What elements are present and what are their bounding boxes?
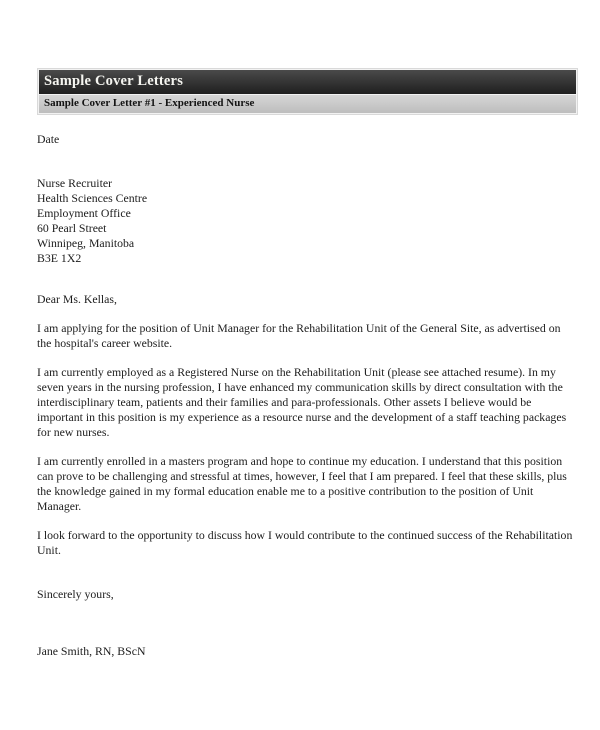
address-line: Employment Office xyxy=(37,205,131,220)
letter-paragraph: I am currently employed as a Registered Nurse on the Rehabilitation Unit (please see attached resume). In my seven years in the nursing profession, I have enhanced my communication skills by direct consultation with the interdisciplinary team, patients and their families and para-professionals. Other assets I believe would be important in this position is my experience as a resource nurse and the development of a staff teaching packages for new nurses. xyxy=(37,364,567,439)
page-content xyxy=(37,68,576,659)
address-line: Nurse Recruiter xyxy=(37,175,113,190)
page-subtitle: Sample Cover Letter #1 - Experienced Nurse xyxy=(39,95,576,113)
address-line: B3E 1X2 xyxy=(37,250,82,265)
recipient-address xyxy=(37,176,577,266)
closing: Sincerely yours, xyxy=(37,586,114,601)
address-line: Health Sciences Centre xyxy=(37,190,148,205)
address-line: 60 Pearl Street xyxy=(37,220,107,235)
signature-name: Jane Smith, RN, BScN xyxy=(37,643,146,658)
letter-paragraph: I am applying for the position of Unit Manager for the Rehabilitation Unit of the General Site, as advertised on the hospital's career website. xyxy=(37,320,561,350)
cover-letter-body xyxy=(37,132,577,659)
letter-paragraph: I look forward to the opportunity to discuss how I would contribute to the continued success of the Rehabilitation Unit. xyxy=(37,527,573,557)
salutation: Dear Ms. Kellas, xyxy=(37,291,117,306)
letter-paragraph: I am currently enrolled in a masters program and hope to continue my education. I understand that this position can prove to be challenging and stressful at times, however, I feel that I am prepared. I feel that these skills, plus the knowledge gained in my formal education enable me to a positive contribution to the position of Unit Manager. xyxy=(37,453,567,513)
date-placeholder: Date xyxy=(37,131,60,146)
document-header xyxy=(37,68,578,115)
page-title: Sample Cover Letters xyxy=(39,70,576,94)
address-line: Winnipeg, Manitoba xyxy=(37,235,135,250)
